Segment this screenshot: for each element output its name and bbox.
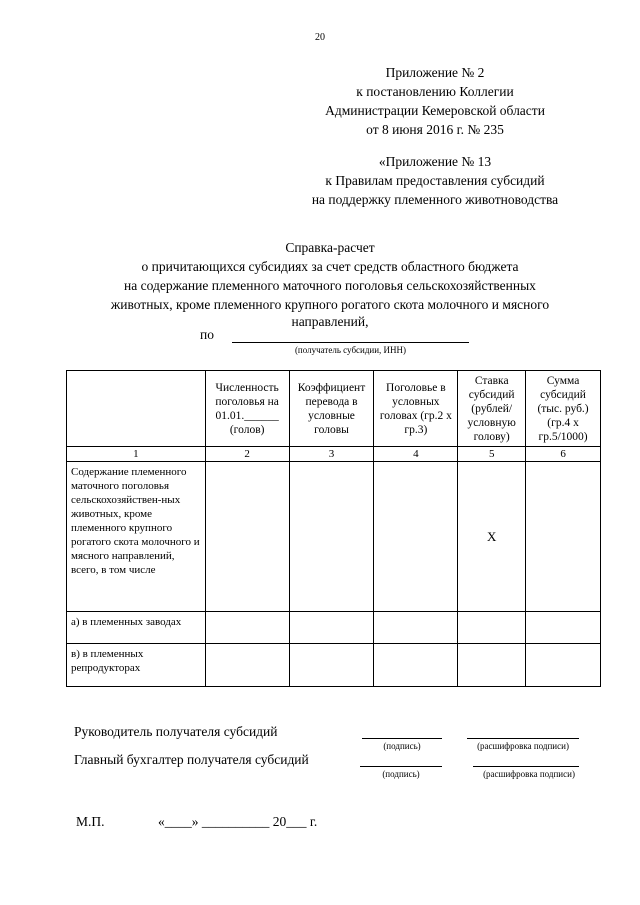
title-line-3: на содержание племенного маточного поголовья сельскохозяйственных <box>124 278 536 293</box>
data-cell[interactable] <box>458 644 526 687</box>
appendix-line-4: от 8 июня 2016 г. № 235 <box>366 122 504 137</box>
inner-appendix-line-2: к Правилам предоставления субсидий <box>325 173 545 188</box>
data-cell[interactable] <box>289 612 374 644</box>
data-cell[interactable] <box>289 644 374 687</box>
row-label: а) в племенных заводах <box>67 612 206 644</box>
recipient-label: по <box>200 327 214 342</box>
col-number: 2 <box>205 447 289 462</box>
head-decode-caption: (расшифровка подписи) <box>477 741 569 751</box>
col-number: 1 <box>67 447 206 462</box>
table-row <box>67 462 601 612</box>
col-number: 4 <box>374 447 458 462</box>
col-number: 6 <box>526 447 601 462</box>
data-cell[interactable] <box>205 644 289 687</box>
recipient-field[interactable] <box>232 342 469 343</box>
head-decode-field[interactable] <box>467 738 579 739</box>
calculation-table <box>66 370 601 687</box>
data-cell[interactable] <box>289 462 374 612</box>
data-cell[interactable] <box>205 462 289 612</box>
data-cell[interactable] <box>374 462 458 612</box>
data-cell[interactable] <box>526 612 601 644</box>
title-line-2: о причитающихся субсидиях за счет средств областного бюджета <box>141 259 519 274</box>
accountant-decode-field[interactable] <box>473 766 579 767</box>
head-signature-label: Руководитель получателя субсидий <box>74 724 278 739</box>
title-line-5: направлений, <box>291 314 369 329</box>
header-cell-5: Ставка субсидий (рублей/ условную голову) <box>458 371 526 447</box>
accountant-decode-caption: (расшифровка подписи) <box>483 769 575 779</box>
head-signature-caption: (подпись) <box>383 741 421 751</box>
data-cell[interactable] <box>374 612 458 644</box>
row-label: в) в племенных репродукторах <box>67 644 206 687</box>
table-header-row <box>67 371 601 447</box>
col-number: 5 <box>458 447 526 462</box>
header-cell-1 <box>67 371 206 447</box>
appendix-line-2: к постановлению Коллегии <box>356 84 514 99</box>
title-line-1: Справка-расчет <box>285 240 375 255</box>
recipient-caption: (получатель субсидии, ИНН) <box>294 345 407 355</box>
accountant-signature-caption: (подпись) <box>382 769 420 779</box>
col-number: 3 <box>289 447 374 462</box>
header-cell-2: Численность поголовья на 01.01.______ (голов) <box>205 371 289 447</box>
data-cell[interactable] <box>526 644 601 687</box>
stamp-placeholder: М.П. <box>76 814 105 829</box>
accountant-signature-label: Главный бухгалтер получателя субсидий <box>74 752 309 767</box>
accountant-signature-field[interactable] <box>360 766 442 767</box>
column-number-row <box>67 447 601 462</box>
table-row <box>67 612 601 644</box>
data-cell[interactable] <box>458 612 526 644</box>
inner-appendix-line-3: на поддержку племенного животноводства <box>311 192 559 207</box>
appendix-line-3: Администрации Кемеровской области <box>325 103 545 118</box>
title-line-4: животных, кроме племенного крупного рогатого скота молочного и мясного <box>110 297 550 312</box>
header-cell-6: Сумма субсидий (тыс. руб.) (гр.4 х гр.5/1000) <box>526 371 601 447</box>
table-row <box>67 644 601 687</box>
header-cell-3: Коэффициент перевода в условные головы <box>289 371 374 447</box>
inner-appendix-line-1: «Приложение № 13 <box>378 154 492 169</box>
row-label: Содержание племенного маточного поголовья сельскохозяйствен-ных животных, кроме племенного крупного рогатого скота молочного и мясного направлений, всего, в том числе <box>67 462 206 612</box>
header-cell-4: Поголовье в условных головах (гр.2 х гр.3) <box>374 371 458 447</box>
date-field[interactable]: «____» __________ 20___ г. <box>158 814 318 829</box>
data-cell[interactable] <box>205 612 289 644</box>
rate-cell-crossed: Х <box>458 462 526 612</box>
data-cell[interactable] <box>526 462 601 612</box>
page-number: 20 <box>315 32 325 43</box>
head-signature-field[interactable] <box>362 738 442 739</box>
appendix-line-1: Приложение № 2 <box>385 65 485 80</box>
data-cell[interactable] <box>374 644 458 687</box>
